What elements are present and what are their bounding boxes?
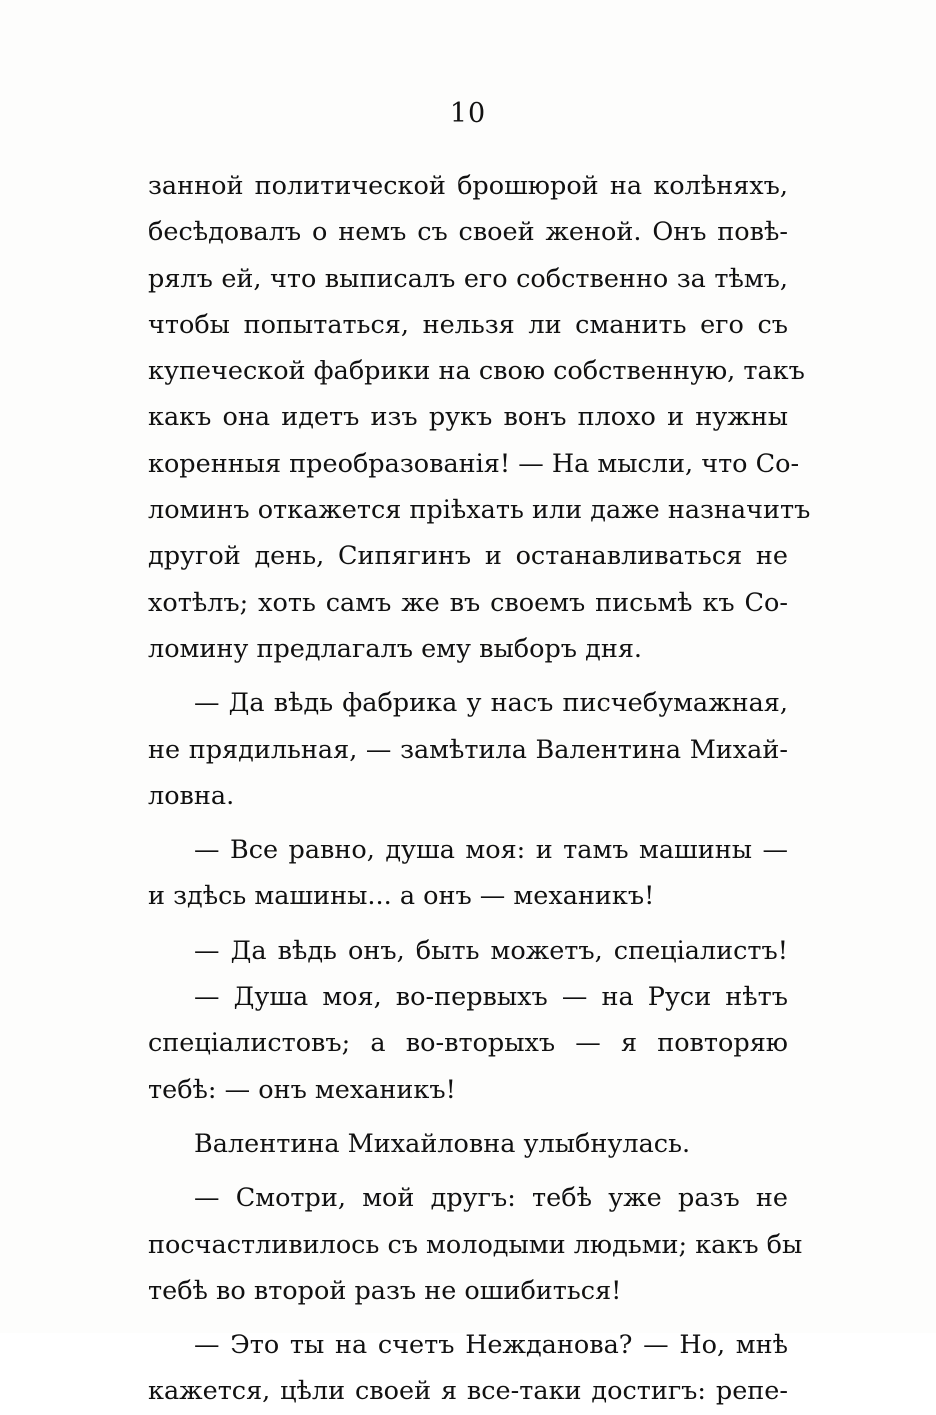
text-line: другой день, Сипягинъ и останавливаться не: [148, 541, 788, 572]
page-number: 10: [449, 98, 487, 129]
text-line: посчастливилось съ молодыми людьми; какъ бы: [148, 1229, 803, 1260]
text-line: тебѣ во второй разъ не ошибиться!: [148, 1275, 622, 1306]
text-line: купеческой фабрики на свою собственную, такъ: [148, 356, 805, 387]
text-line: ловна.: [148, 780, 235, 811]
text-line: — Душа моя, во-первыхъ — на Руси нѣтъ: [194, 982, 788, 1013]
text-line: ломину предлагалъ ему выборъ дня.: [148, 633, 643, 664]
text-line: кажется, цѣли своей я все-таки достигъ: репе-: [148, 1376, 788, 1407]
text-line: — Все равно, душа моя: и тамъ машины —: [194, 835, 788, 866]
text-line: ломинъ откажется пріѣхать или даже назначитъ: [148, 495, 811, 526]
text-line: рялъ ей, что выписалъ его собственно за тѣмъ,: [148, 263, 788, 294]
text-line: хотѣлъ; хоть самъ же въ своемъ письмѣ къ Со-: [148, 587, 788, 618]
text-line: чтобы попытаться, нельзя ли сманить его съ: [148, 309, 788, 340]
text-line: — Это ты на счетъ Нежданова? — Но, мнѣ: [194, 1330, 788, 1361]
text-line: коренныя преобразованія! — На мысли, что Со-: [148, 448, 800, 479]
text-line: не прядильная, — замѣтила Валентина Михай-: [148, 734, 788, 765]
text-line: какъ она идетъ изъ рукъ вонъ плохо и нужны: [148, 402, 788, 433]
text-line: — Смотри, мой другъ: тебѣ уже разъ не: [194, 1183, 788, 1214]
text-line: — Да вѣдь фабрика у насъ писчебумажная,: [194, 688, 788, 719]
text-line: — Да вѣдь онъ, быть можетъ, спеціалистъ!: [194, 935, 788, 966]
text-line: и здѣсь машины... а онъ — механикъ!: [148, 881, 655, 912]
text-line: Валентина Михайловна улыбнулась.: [194, 1128, 691, 1159]
text-line: бесѣдовалъ о немъ съ своей женой. Онъ повѣ-: [148, 217, 788, 248]
text-line: тебѣ: — онъ механикъ!: [148, 1074, 456, 1105]
text-line: занной политической брошюрой на колѣняхъ,: [148, 171, 788, 201]
text-line: спеціалистовъ; а во-вторыхъ — я повторяю: [148, 1028, 788, 1059]
body-text: [148, 163, 811, 1415]
